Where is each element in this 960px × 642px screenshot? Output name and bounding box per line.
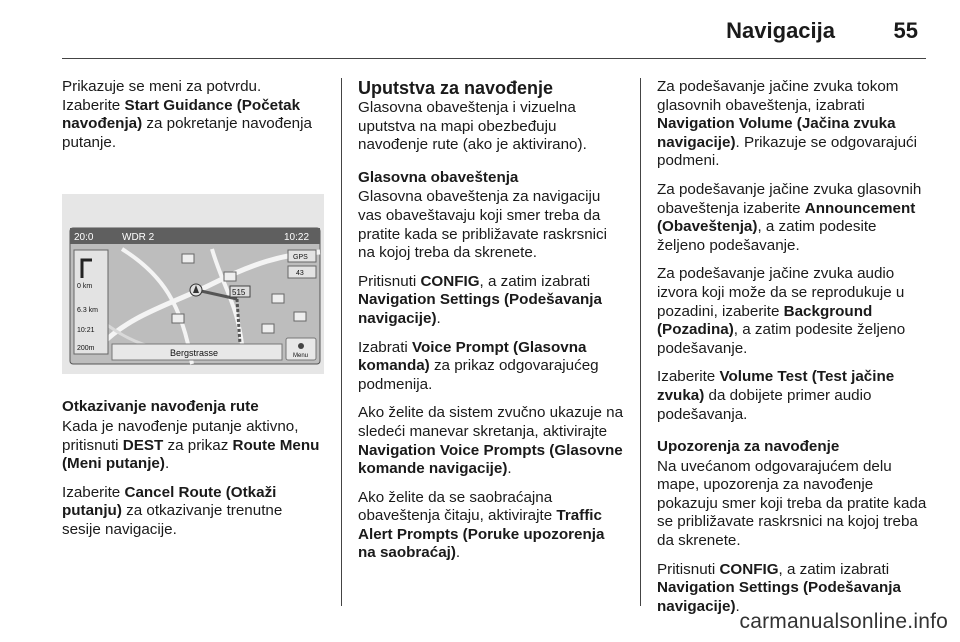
bold-term: DEST	[122, 436, 164, 454]
column-divider	[640, 78, 641, 606]
text: .	[455, 544, 461, 562]
screen-scale: 200m	[77, 345, 95, 353]
bold-term: Traffic Alert Prompts (Poruke upozorenja na saobraćaj)	[358, 507, 605, 562]
paragraph	[657, 265, 927, 358]
paragraph: Glasovna obaveštenja za navigaciju vas obaveštavaju koji smer treba da pratite kada se približavate raskrsnici na kojoj treba da skrenete.	[358, 188, 608, 262]
watermark[interactable]: carmanualsonline.info	[739, 610, 948, 633]
screen-menu-label: Menu	[293, 353, 309, 360]
screen-gps: GPS	[293, 254, 308, 262]
subheading: Glasovna obaveštenja	[358, 168, 519, 186]
text: . Prikazuje se odgovarajući podmeni.	[657, 133, 918, 170]
paragraph	[358, 339, 624, 395]
subheading: Otkazivanje navođenja rute	[62, 398, 259, 416]
screen-dist-next: 0 km	[77, 283, 93, 291]
paragraph	[657, 561, 927, 617]
text: Za podešavanje jačine zvuka audio izvora koji može da se reprodukuje u pozadini, izaberite	[657, 265, 905, 320]
bold-term: Navigation Settings (Podešavanja navigacije)	[358, 291, 602, 327]
text: Izaberite	[657, 368, 720, 386]
navigation-screen-figure	[62, 194, 324, 374]
text: Za podešavanje jačine zvuka glasovnih obaveštenja izaberite	[657, 180, 922, 217]
text: .	[507, 460, 512, 478]
paragraph	[657, 368, 927, 424]
paragraph	[657, 181, 927, 255]
text: za prikaz odgovarajućeg podmenija.	[358, 357, 599, 393]
screen-station: WDR 2	[122, 232, 155, 244]
text: , a zatim podesite željeno podešavanje.	[657, 321, 906, 357]
bold-term: Start Guidance (Početak navođenja)	[62, 96, 301, 133]
text: Kada je navođenje putanje aktivno, pritisnuti	[62, 417, 299, 454]
text: , a zatim izabrati	[778, 560, 890, 578]
bold-term: CONFIG	[719, 560, 779, 578]
bold-term: Voice Prompt (Glasovna komanda)	[358, 338, 587, 375]
text: Izaberite	[62, 96, 125, 114]
text: Ako želite da se saobraćajna obaveštenja čitaju, aktivirajte	[358, 488, 557, 525]
bold-term: Navigation Volume (Jačina zvuka navigacije)	[657, 115, 896, 151]
screen-route-number: 43	[296, 270, 304, 278]
bold-term: Volume Test (Test jačine zvuka)	[657, 368, 895, 404]
text: , a zatim podesite željeno podešavanje.	[657, 218, 877, 254]
page-header	[0, 0, 960, 60]
column-2	[358, 78, 624, 573]
screen-time-right: 10:22	[284, 232, 310, 244]
text: , a zatim izabrati	[479, 272, 591, 290]
text: da dobijete primer audio podešavanja.	[657, 386, 872, 423]
column-divider	[341, 78, 342, 606]
bold-term: CONFIG	[420, 272, 480, 290]
paragraph	[358, 273, 624, 329]
screen-street-name: Bergstrasse	[170, 348, 219, 359]
text: .	[436, 309, 441, 327]
paragraph	[62, 484, 324, 540]
screen-time-left: 20:0	[74, 232, 94, 244]
text: za prikaz	[163, 436, 233, 454]
bold-term: Background (Pozadina)	[657, 302, 873, 339]
screen-dist-total: 6.3 km	[77, 307, 99, 315]
screen-eta: 10:21	[77, 327, 95, 335]
text: Ako želite da sistem zvučno ukazuje na sledeći manevar skretanja, aktivirajte	[358, 404, 624, 440]
page-number: 55	[893, 18, 918, 43]
bold-term: Navigation Voice Prompts (Glasovne komande navigacije)	[358, 441, 623, 478]
section-heading: Uputstva za navođenje	[358, 78, 554, 98]
menu-icon	[298, 343, 304, 349]
subheading: Upozorenja za navođenje	[657, 438, 840, 456]
paragraph: Glasovna obaveštenja i vizuelna uputstva na mapi obezbeđuju navođenje rute (ako je aktivirano).	[358, 99, 587, 154]
text: .	[735, 597, 740, 615]
paragraph	[657, 78, 927, 171]
text: Pritisnuti	[657, 560, 720, 578]
bold-term: Announcement (Obaveštenja)	[657, 199, 916, 236]
paragraph	[62, 78, 324, 152]
text: za pokretanje navođenja putanje.	[62, 115, 312, 151]
paragraph: Na uvećanom odgovarajućem delu mape, upozorenja za navođenje pokazuju smer koji treba da pratite kada se približavate raskrsnici na kojoj treba da skrenete.	[657, 457, 927, 550]
bold-term: Route Menu (Meni putanje)	[62, 436, 320, 473]
column-3	[657, 78, 927, 626]
text: Za podešavanje jačine zvuka tokom glasovnih obaveštenja, izabrati	[657, 78, 899, 114]
text: Izaberite	[62, 483, 125, 501]
section-title: Navigacija	[726, 18, 835, 43]
column-1	[62, 78, 324, 550]
nav-map-screenshot	[62, 194, 324, 374]
text: Izabrati	[358, 338, 413, 356]
bold-term: Navigation Settings (Podešavanja navigacije)	[657, 579, 901, 615]
text: .	[164, 455, 170, 473]
paragraph	[62, 418, 324, 474]
text: Prikazuje se meni za potvrdu.	[62, 78, 262, 95]
paragraph	[358, 489, 624, 563]
bold-term: Cancel Route (Otkaži putanju)	[62, 483, 277, 520]
text: za otkazivanje trenutne sesije navigacije.	[62, 502, 283, 538]
text: Pritisnuti	[358, 272, 421, 290]
header-divider	[62, 58, 926, 59]
paragraph	[358, 404, 624, 478]
screen-road-number: 515	[232, 288, 246, 298]
